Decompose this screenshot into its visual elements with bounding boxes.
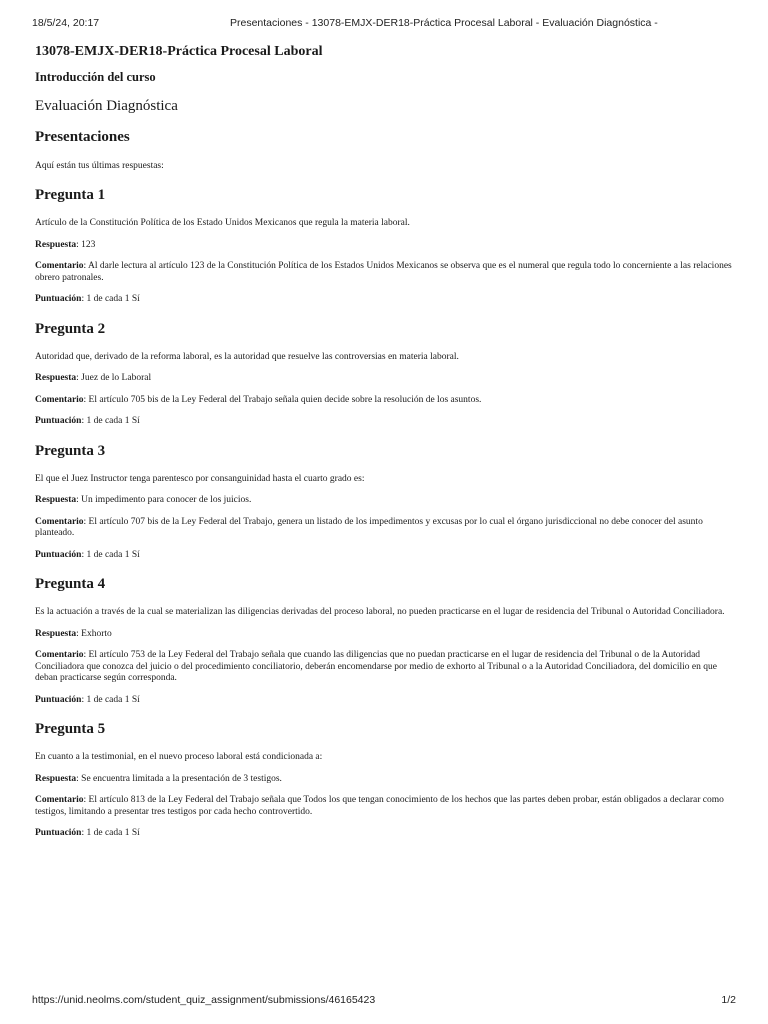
print-footer [32,994,736,1010]
score-line [35,828,733,840]
answer-line [35,774,733,786]
quiz-title: Presentaciones [35,129,130,145]
question-4 [35,575,733,706]
answer-line [35,495,733,507]
question-3 [35,442,733,562]
score-line [35,550,733,562]
answer-label: Respuesta [35,495,77,505]
question-text: En cuanto a la testimonial, en el nuevo proceso laboral está condicionada a: [35,752,323,762]
answer-line [35,240,733,252]
assessment-title: Evaluación Diagnóstica [35,98,178,114]
answer-line [35,373,733,385]
comment-line [35,650,733,685]
comment-value: : El artículo 705 bis de la Ley Federal del Trabajo señala quien decide sobre la resolución de los asuntos. [83,394,482,405]
question-heading: Pregunta 5 [35,721,106,737]
answer-label: Respuesta [35,239,77,250]
score-value: : 1 de cada 1 Sí [81,828,140,838]
score-value: : 1 de cada 1 Sí [81,294,140,304]
answer-value: : Juez de lo Laboral [76,373,152,383]
answer-value: : Un impedimento para conocer de los juicios. [76,495,252,505]
score-label: Puntuación [35,294,82,304]
intro-text: Aquí están tus últimas respuestas: [35,161,164,171]
question-text: Artículo de la Constitución Política de los Estado Unidos Mexicanos que regula la materia laboral. [35,218,410,228]
score-label: Puntuación [35,828,82,838]
question-heading: Pregunta 2 [35,320,106,337]
course-title: 13078-EMJX-DER18-Práctica Procesal Laboral [35,44,323,59]
comment-label: Comentario [35,394,84,405]
score-line [35,695,733,707]
quiz-content [35,44,733,840]
question-text: El que el Juez Instructor tenga parentesco por consanguinidad hasta el cuarto grado es: [35,473,365,484]
question-text: Autoridad que, derivado de la reforma laboral, es la autoridad que resuelve las controversias en materia laboral. [35,351,459,362]
question-5 [35,720,733,840]
answer-value: : 123 [76,239,96,250]
comment-value: : Al darle lectura al artículo 123 de la Constitución Política de los Estados Unidos Mexicanos se observa que es el numeral que regula todo lo concerniente a las relaciones obrero patronales. [35,261,732,283]
score-value: : 1 de cada 1 Sí [81,694,140,705]
answer-label: Respuesta [35,373,77,383]
print-url: https://unid.neolms.com/student_quiz_assignment/submissions/46165423 [32,994,376,1006]
print-header [32,17,736,33]
score-value: : 1 de cada 1 Sí [81,549,140,560]
comment-label: Comentario [35,650,84,660]
comment-line [35,517,733,540]
comment-value: : El artículo 813 de la Ley Federal del Trabajo señala que Todos los que tengan conocimiento de los hechos que las partes deben probar, están obligados a declarar como testigos, limitando a presentar tres testigos por cada hecho controvertido. [35,795,724,817]
section-title: Introducción del curso [35,70,156,84]
question-heading: Pregunta 3 [35,442,106,459]
comment-value: : El artículo 753 de la Ley Federal del Trabajo señala que cuando las diligencias que no puedan practicarse en el lugar de residencia del Tribunal o de la Autoridad Conciliadora que conozca del juicio o del procedimiento conciliatorio, deberán encomendarse por medio de exhorto al Tribunal o a la Autoridad Conciliadora, del domicilio en que deban practicarse según corresponda. [35,650,717,683]
question-2 [35,320,733,428]
comment-line [35,795,733,818]
score-label: Puntuación [35,549,82,560]
comment-line [35,395,733,407]
page-number: 1/2 [721,994,736,1006]
answer-label: Respuesta [35,773,77,784]
comment-value: : El artículo 707 bis de la Ley Federal del Trabajo, genera un listado de los impedimentos y excusas por lo cual el órgano jurisdiccional no debe conocer del asunto planteado. [35,516,703,538]
score-line [35,416,733,428]
question-1 [35,186,733,306]
answer-value: : Se encuentra limitada a la presentación de 3 testigos. [76,773,282,784]
comment-label: Comentario [35,795,84,805]
question-heading: Pregunta 1 [35,187,106,203]
question-heading: Pregunta 4 [35,576,106,592]
question-text: Es la actuación a través de la cual se materializan las diligencias derivadas del proceso laboral, no pueden practicarse en el lugar de residencia del Tribunal o Autoridad Conciliadora. [35,607,725,617]
print-datetime: 18/5/24, 20:17 [32,17,100,29]
score-value: : 1 de cada 1 Sí [81,416,140,426]
answer-line [35,629,733,641]
score-line [35,294,733,306]
comment-label: Comentario [35,516,84,527]
score-label: Puntuación [35,694,82,705]
comment-label: Comentario [35,261,84,271]
answer-value: : Exhorto [76,628,112,639]
comment-line [35,261,733,284]
answer-label: Respuesta [35,628,77,639]
score-label: Puntuación [35,416,82,426]
print-page-title: Presentaciones - 13078-EMJX-DER18-Práctica Procesal Laboral - Evaluación Diagnóstica - [230,17,658,29]
